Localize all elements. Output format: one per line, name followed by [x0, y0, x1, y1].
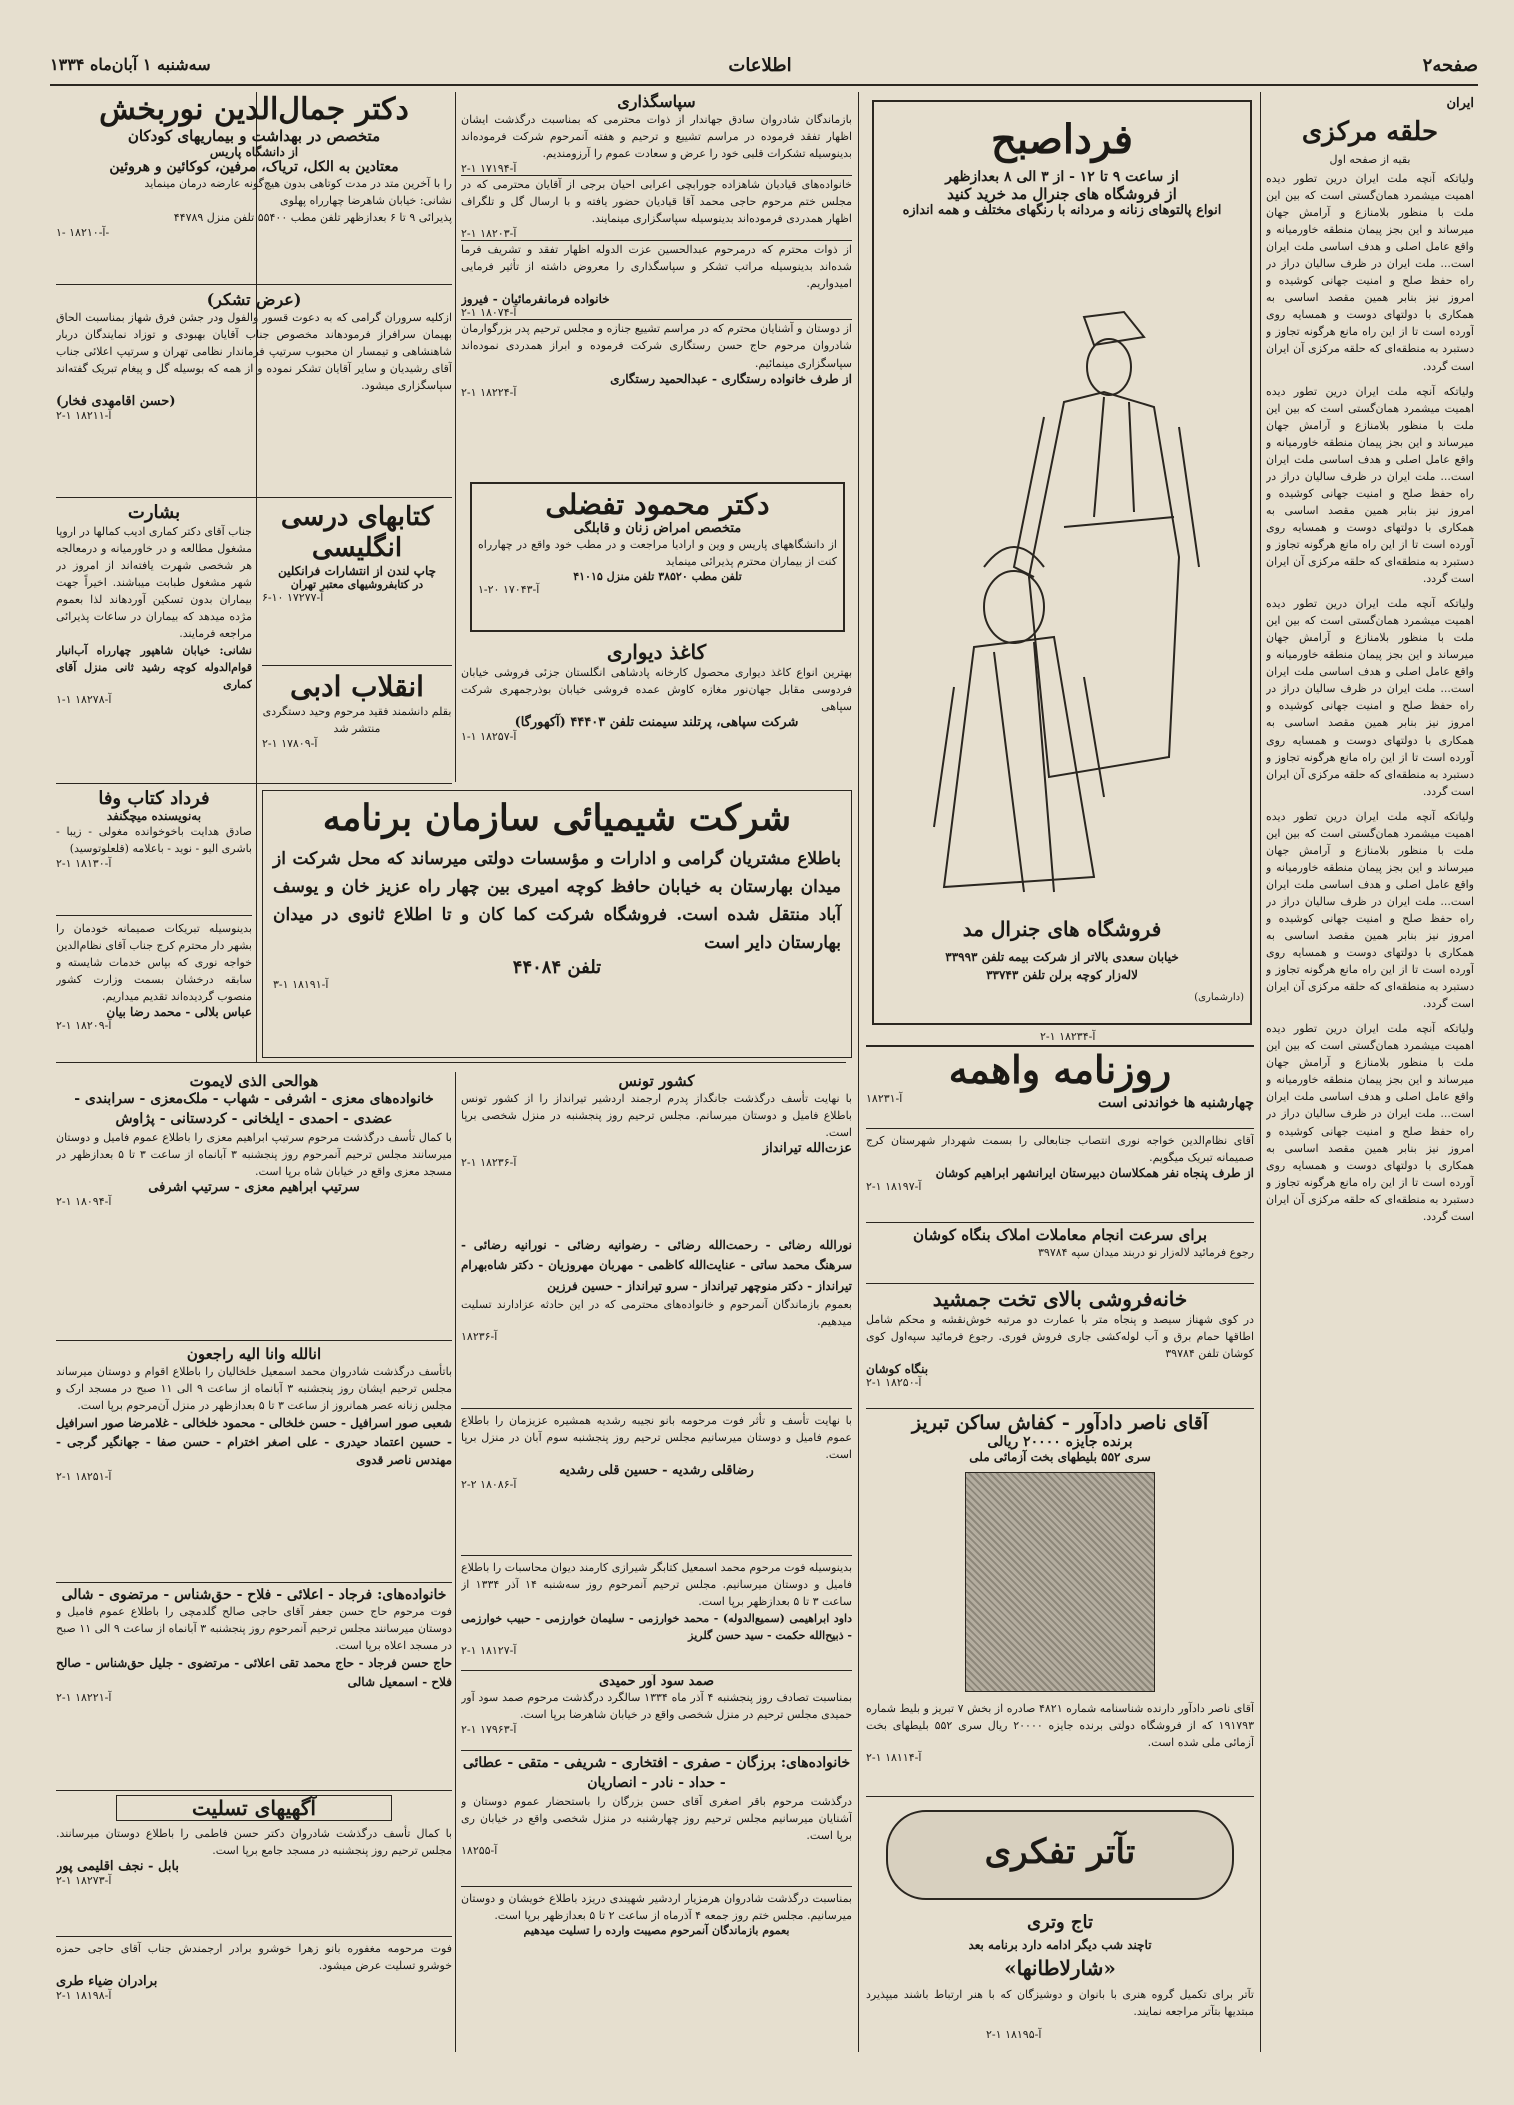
fallah-names: حاج حسن فرجاد - حاج محمد تقی اعلائی - مرتضوی - جلیل حق‌شناس - صالح فلاح - اسمعیل شالی [56, 1656, 452, 1689]
general-sub: انواع پالتوهای زنانه و مردانه با رنگهای مختلف و همه اندازه [902, 203, 1222, 218]
chemical-body: باطلاع مشتریان گرامی و ادارات و مؤسسات دولتی میرساند که محل شرکت از میدان بهارستان به خیابان حافظ کوچه امیری بین چهار راه عزیز خان و یوسف آباد منتقل شده است. فروشگاه شرکت کما کان و تا اطلاع ثانوی در میدان بهارستان دایر است [273, 849, 841, 954]
thanks-sign: (حسن اقامهدی فخار) [56, 394, 176, 410]
enghelab-code: آ-۱۷۸۰۹ ۱-۲ [262, 737, 318, 751]
tirandaz-code: آ-۱۸۲۳۶ ۱-۲ [461, 1156, 517, 1170]
jamal-line1: معتادین به الکل، تریاک، مرفین، کوکائین و هروئین [109, 159, 399, 175]
editorial-column [1266, 96, 1474, 2046]
wallpaper-title: کاغذ دیواری [606, 640, 707, 664]
barzegar-ad [461, 1754, 852, 1884]
fallah-title: خانواده‌های: فرجاد - اعلائی - فلاح - حق‌شناس - مرتضوی - شالی [61, 1587, 447, 1603]
rezai-ad [461, 1235, 852, 1405]
samad-title: صمد سود آور حمیدی [599, 1674, 714, 1689]
hormozyar-body: بمناسبت درگذشت شادروان هرمزیار اردشیر شهیندی دریزد باطلاع خویشان و دوستان میرسانیم. مجلس ختم روز جمعه ۴ آذرماه از ساعت ۲ تا ۵ بعدازظهر برپا است. [461, 1892, 852, 1923]
alamut-title: هوالحی الذی لایموت [189, 1072, 319, 1090]
fallah-code: آ-۱۸۲۲۱ ۱-۲ [56, 1691, 112, 1705]
editorial-body: ولیاتکه آنچه ملت ایران درین تطور دیده اهمیت میشمرد همان‌گستی است که بین این ملت با منظور بلامنازع و آرامش جهان میرساند و این بجز پیمان منطقه خاورمیانه و واقع عامل اصلی و هدف اساسی ملت ایران است... ملت ایران در ظرف سالیان دراز در راه حفظ صلح و امنیت جهانی کوشیده و امروز نیز بنابر همین مقصد اساسی به همکاری با دولتهای دوست و همسایه روی آورده است تا از این راه مانع هرگونه تجاوز و دستبرد به منطقه‌ای که حلقه مرکزی آن ایران است گردد. [1266, 172, 1474, 373]
fallah-ad [56, 1587, 452, 1787]
tafazoli-ad [470, 482, 845, 632]
general-title: فرداصبح [991, 116, 1133, 163]
jamal-name: دکتر جمال‌الدین نوربخش [99, 92, 409, 127]
congrats-code: آ-۱۸۲۰۹ ۱-۲ [56, 1019, 112, 1033]
besharat-body: جناب آقای دکتر کماری ادیب کمالها در اروپا مشغول مطالعه و در خاورمیانه و درمعالجه هر شخصی شهرت یافته‌اند از امروز در شهر مشغول طبابت میباشند. اخیراً جهت بیماران بدون تسکین آوردهاند لذا بعموم مژده میدهد که بیماران در ساعات پذیرائی مراجعه فرمایند. [56, 525, 252, 641]
rezai-body: بعموم بازماندگان آنمرحوم و خانواده‌های محترمی که در این حادثه عزادارند تسلیت میدهیم. [461, 1298, 852, 1329]
tabrik-body: آقای نظام‌الدین خواجه نوری انتصاب جنابعالی را بسمت شهردار شهرستان کرج صمیمانه تبریک میگویم. [866, 1134, 1254, 1165]
wallpaper-code: آ-۱۸۲۵۷ ۱-۱ [461, 730, 517, 744]
inna-code: آ-۱۸۲۵۱ ۱-۲ [56, 1469, 112, 1483]
congrats-body: بدینوسیله تبریکات صمیمانه خودمان را بشهر دار محترم کرج جناب آقای نظام‌الدین خواجه نوری که بپاس خدمات شایسته و سابقه درخشان بسمت وزارت کشور منصوب گردیده‌اند تقدیم میداریم. [56, 922, 252, 1004]
theater-code: آ-۱۸۱۹۵ ۱-۲ [986, 2028, 1042, 2041]
lottery-sub2: سری ۵۵۲ بلیطهای بخت آزمائی ملی [969, 1450, 1151, 1464]
masthead [50, 55, 1478, 79]
sepas-c2: آ-۱۸۲۰۳ ۱-۲ [461, 227, 517, 241]
sepas-c3: آ-۱۸۰۷۴ ۱-۲ [461, 306, 517, 320]
chemical-code: آ-۱۸۱۹۱ ۱-۳ [273, 978, 329, 992]
enghelab-ad [262, 670, 452, 780]
editorial-body-4: ولیاتکه آنچه ملت ایران درین تطور دیده اهمیت میشمرد همان‌گستی است که بین این ملت با منظور بلامنازع و آرامش جهان میرساند و این بجز پیمان منطقه خاورمیانه و واقع عامل اصلی و هدف اساسی ملت ایران است... ملت ایران در ظرف سالیان دراز در راه حفظ صلح و امنیت جهانی کوشیده و امروز نیز بنابر همین مقصد اساسی به همکاری با دولتهای دوست و همسایه روی آورده است تا از این راه مانع هرگونه تجاوز و دستبرد به منطقه‌ای که حلقه مرکزی آن ایران است گردد. [1266, 809, 1474, 1011]
editorial-body-5: ولیاتکه آنچه ملت ایران درین تطور دیده اهمیت میشمرد همان‌گستی است که بین این ملت با منظور بلامنازع و آرامش جهان میرساند و این بجز پیمان منطقه خاورمیانه و واقع عامل اصلی و هدف اساسی ملت ایران است... ملت ایران در ظرف سالیان دراز در راه حفظ صلح و امنیت جهانی کوشیده و امروز نیز بنابر همین مقصد اساسی به همکاری با دولتهای دوست و همسایه روی آورده است تا از این راه مانع هرگونه تجاوز و دستبرد به منطقه‌ای که حلقه مرکزی آن ایران است گردد. [1266, 1022, 1474, 1223]
inna-ad [56, 1345, 452, 1580]
tasliat-ad [56, 1795, 452, 1935]
tafazoli-title: دکتر محمود تفضلی [545, 488, 770, 521]
kafa-sub: به‌نویسنده میچگنفد [106, 809, 202, 823]
rezai-code: آ-۱۸۲۳۶ [461, 1330, 498, 1344]
tasliat-body: با کمال تأسف درگذشت شادروان دکتر حسن فاطمی را باطلاع دوستان میرسانند. مجلس ترحیم روز پنجشنبه در مسجد جامع برپا است. [56, 1827, 452, 1858]
inna-title: انالله وانا الیه راجعون [186, 1345, 322, 1363]
estate-ad [866, 1226, 1254, 1282]
general-addr2: لاله‌زار کوچه برلن تلفن ۳۳۷۴۳ [986, 968, 1138, 982]
estate-title: برای سرعت انجام معاملات املاک بنگاه کوشان [912, 1226, 1208, 1244]
kafa-code: آ-۱۸۱۳۰ ۱-۲ [56, 857, 112, 871]
hormozyar-ad [461, 1890, 852, 2050]
vahmeh-code: آ-۱۸۲۳۱ [866, 1092, 903, 1105]
books-title: کتابهای درسی انگلیسی [280, 502, 434, 564]
paper-name: اطلاعات [728, 55, 792, 76]
alamut-body: با کمال تأسف درگذشت مرحوم سرتیپ ابراهیم معزی را باطلاع عموم فامیل و دوستان میرسانند مجلس ترحیم آنمرحوم روز پنجشنبه ۳ آبانماه از ساعت ۳ تا ۵ بعدازظهر در مسجد معزی واقع در خیابان شاه برپا است. [56, 1131, 452, 1179]
tabrik-sign: از طرف پنجاه نفر همکلاسان دبیرستان ایرانشهر ابراهیم کوشان [935, 1166, 1254, 1181]
estate-body: رجوع فرمائید لاله‌زار نو دربند میدان سپه ۳۹۷۸۴ [1038, 1246, 1254, 1259]
winner-photo [965, 1472, 1155, 1692]
jamshid-body: در کوی شهناز سیصد و پنجاه متر با عمارت دو مرتبه خوش‌نقشه و محکم شامل اطاقها حمام برق و آب لوله‌کشی جاری فروش فوری. رجوع فرمائید سپه‌اول کوی کوشان تلفن ۳۹۷۸۴ [866, 1313, 1254, 1361]
sepas-p3: از ذوات محترم که درمرحوم عبدالحسین عزت الدوله اظهار تفقد و تشریف فرما شده‌اند بدینوسیله مراتب تشکر و سپاسگذاری را معروض داشته از تأثیر فرمایی امیدواریم. [461, 240, 852, 292]
besharat-ad [56, 502, 252, 782]
alamut-families: خانواده‌های معزی - اشرفی - شهاب - ملک‌معزی - سرابندی - عضدی - احمدی - ایلخانی - کردستانی - پژاوش [74, 1091, 434, 1127]
tirandaz-ad [461, 1072, 852, 1232]
tafazoli-sub: متخصص امراض زنان و قابلگی [573, 521, 742, 536]
vahmeh-ad [866, 1045, 1254, 1125]
tafazoli-phone: تلفن مطب ۳۸۵۲۰ تلفن منزل ۴۱۰۱۵ [573, 570, 742, 584]
kafa-list: صادق هدایت باخوخوانده مغولی - زیبا - باشری الیو - نوید - باعلامه (قلعلوتوسید) [56, 825, 252, 856]
section-label: ایران [1446, 96, 1474, 111]
tabrik-ad [866, 1132, 1254, 1222]
lottery-code: آ-۱۸۱۱۴ ۱-۲ [866, 1751, 922, 1765]
chemical-title: شرکت شیمیائی سازمان برنامه [322, 797, 792, 839]
jamal-university: از دانشگاه پاریس [209, 145, 299, 159]
editorial-title: حلقه مرکزی [1301, 117, 1439, 147]
theater-ad [866, 1800, 1254, 2050]
vahmeh-line: چهارشنبه ها خواندنی است [1097, 1095, 1254, 1111]
jamshid-code: آ-۱۸۲۵۰ ۱-۲ [866, 1376, 922, 1390]
alamut-names: سرتیپ ابراهیم معزی - سرتیپ اشرفی [148, 1180, 360, 1196]
rashidieh-names: رضاقلی رشدیه - حسین قلی رشدیه [559, 1463, 754, 1479]
books-sub: چاپ لندن از انتشارات فرانکلین [277, 564, 437, 579]
samad-body: بمناسبت تصادف روز پنجشنبه ۴ آذر ماه ۱۳۳۴ سالگرد درگذشت مرحوم صمد سود آور حمیدی مجلس ترحیم در منزل شخصی واقع در خیابان شاهرضا برپا است. [461, 1691, 852, 1722]
books-ad [262, 502, 452, 662]
fallah-body: فوت مرحوم حاج حسن جعفر آقای حاجی صالح گلدمچی را باطلاع عموم فامیل و دوستان میرسانند مجلس ترحیم آنمرحوم روز پنجشنبه ۳ آبانماه از ساعت ۹ الی ۱۱ صبح در مسجد اعلاه برپا است. [56, 1605, 452, 1653]
enghelab-title: انقلاب ادبی [290, 670, 424, 703]
lottery-ad [866, 1412, 1254, 1792]
sepas-c4: آ-۱۸۲۲۴ ۱-۲ [461, 385, 517, 399]
sepas-p1: بازماندگان شادروان سادق جهاندار از ذوات محترمی که بمناسبت درگذشت ایشان اظهار تفقد فرموده در مراسم تشییع و ترحیم و هفته آنمرحوم شرکت فرموده‌اند بدینوسیله تشکرات قلبی خود را عرض و سعادت عموم را آرزومندیم. [461, 113, 852, 161]
issue-date: سه‌شنبه ۱ آبان‌ماه ۱۳۳۴ [50, 55, 211, 74]
inna-body: باتأسف درگذشت شادروان محمد اسمعیل خلخالیان را باطلاع اقوام و دوستان میرساند مجلس ترحیم ایشان روز پنجشنبه ۳ آبانماه از ساعت ۹ الی ۱۱ صبح در مسجد ارک و مجلس زنانه عصر همانروز از ساعت ۳ تا ۵ بعدازظهر در منزل آن‌مرحوم برپا است. [56, 1365, 452, 1413]
jamal-hours: پذیرائی ۹ تا ۶ بعدازظهر تلفن مطب ۵۵۴۰۰ تلفن منزل ۴۴۷۸۹ [173, 211, 452, 225]
barzegar-title: خانواده‌های: برزگان - صفری - افتخاری - شریفی - متقی - عطائی - حداد - نادر - انصاریان [462, 1755, 851, 1791]
besharat-addr: نشانی: خیابان شاهپور چهارراه آب‌انبار قوام‌الدوله کوچه رشید ثانی منزل آقای کماری [56, 644, 252, 692]
kharazmi-names: داود ابراهیمی (سمیع‌الدوله) - محمد خوارزمی - سلیمان خوارزمی - حبیب خوارزمی - ذبیح‌الله حکمت - سید حسن گلریز [461, 1612, 852, 1643]
samad-code: آ-۱۷۹۶۳ ۱-۲ [461, 1723, 517, 1737]
wallpaper-phone: شرکت سپاهی، پرتلند سیمنت تلفن ۴۴۴۰۳ (آکهورگا) [514, 715, 799, 731]
farewell-code: آ-۱۸۱۹۸ ۱-۲ [56, 1989, 112, 2003]
sepas-p4: از دوستان و آشنایان محترم که در مراسم تشییع جنازه و مجلس ترحیم پدر بزرگوارمان شادروان مرحوم حاج حسن رستگاری شرکت فرموده و ابراز همدردی نموده‌اند سپاسگزاری مینمائیم. [461, 319, 852, 371]
congrats-sign: عباس بلالی - محمد رضا بیان [106, 1005, 252, 1020]
sepas-p2: خانواده‌های قیادیان شاهزاده جورابچی اعرابی احیان برجی از آقایان محترمی که در مجلس ختم مرحوم حاجی محمد آقا قیادیان حضور یافته و با ارسال گل و تلگراف اظهار همدردی فرموده‌اند بدینوسیله سپاسگزاری مینمایند. [461, 175, 852, 227]
samad-ad [461, 1674, 852, 1749]
kafa-ad [56, 788, 252, 913]
tafazoli-body: از دانشگاههای پاریس و وین و ارادیا مراجعت و در مطب خود واقع در چهارراه کنت از بیماران محترم پذیرائی مینماید [478, 538, 837, 569]
theater-sub: تاچند شب دیگر ادامه دارد برنامه بعد [968, 1938, 1152, 1952]
lottery-sub: برنده جایزه ۲۰۰۰۰ ریالی [987, 1434, 1133, 1450]
general-code: آ-۱۸۲۳۴ ۱-۲ [1040, 1030, 1096, 1043]
jamal-code: آ-۱۸۲۱۰ -۱- [56, 226, 110, 240]
general-credit: (دارشماری) [1194, 992, 1244, 1003]
lottery-title: آقای ناصر دادآور - کفاش ساکن تبریز [911, 1412, 1209, 1434]
thanks-ad [56, 290, 452, 495]
enghelab-body: بقلم دانشمند فقید مرحوم وحید دستگردی منتشر شد [262, 705, 452, 736]
congrats-ad [56, 920, 252, 1060]
rezai-names: نورالله رضائی - رحمت‌الله رضائی - رضوانیه رضائی - نورانیه رضائی - سرهنگ محمد ساتی - عنایت‌الله کاظمی - مهربان مهروزیان - دکتر شاه‌بهرام تیرانداز - دکتر منوچهر تیرانداز - سرو تیرانداز - حسین فرزین [461, 1238, 852, 1293]
rashidieh-ad [461, 1412, 852, 1552]
barzegar-body: درگذشت مرحوم باقر اصغری آقای حسن بزرگان را باستحضار عموم دوستان و آشنایان میرسانیم مجلس ترحیم روز چهارشنبه در منزل شخصی واقع در خیابان ری برپا است. [461, 1795, 852, 1843]
tasliat-sign: بابل - نجف اقلیمی پور [56, 1859, 180, 1875]
lottery-caption: آقای ناصر دادآور دارنده شناسنامه شماره ۴۸۲۱ صادره از بخش ۷ تبریز و بلیط شماره ۱۹۱۷۹۳ که از فروشگاه دولتی برنده جایزه ۲۰۰۰۰ ریال سری ۵۵۲ بلیطهای بخت آزمائی ملی شده است. [866, 1702, 1254, 1750]
farewell-ad [56, 1940, 452, 2050]
jamal-specialty: متخصص در بهداشت و بیماریهای کودکان [127, 127, 381, 145]
chemical-ad [262, 790, 852, 1058]
jamal-ad [56, 92, 452, 282]
sepas-c1: آ-۱۷۱۹۴ ۱-۲ [461, 162, 517, 176]
jamal-addr: نشانی: خیابان شاهرضا چهارراه پهلوی [280, 194, 452, 208]
hormozyar-sign: بعموم بازماندگان آنمرحوم مصیبت وارده را تسلیت میدهیم [523, 1924, 790, 1938]
sepas-sign4: از طرف خانواده رستگاری - عبدالحمید رستگاری [610, 371, 852, 386]
thanks-body: ازکلیه سروران گرامی که به دعوت قسور والفول ودر جشن فرق شهاز بمناسبت الحاق بهیمان سرافراز فرمودهاند مخصوص جناب آقایان بهبودی و توزاد نمایندگان دربار شاهنشاهی و تیمسار ان محبوب سرتیپ فرماندار نظامی تهران و سرتیپ اعلائی جناب آقای رشیدیان و سایر آقایان تشکر نموده و از همه که بوسیله گل و پیغام تبریک گفته‌اند سپاسگزاری میشود. [56, 311, 452, 393]
alamut-ad [56, 1072, 452, 1337]
theater-play: تاج وتری [1026, 1912, 1094, 1933]
editorial-body-3: ولیاتکه آنچه ملت ایران درین تطور دیده اهمیت میشمرد همان‌گستی است که بین این ملت با منظور بلامنازع و آرامش جهان میرساند و این بجز پیمان منطقه خاورمیانه و واقع عامل اصلی و هدف اساسی ملت ایران است... ملت ایران در ظرف سالیان دراز در راه حفظ صلح و امنیت جهانی کوشیده و امروز نیز بنابر همین مقصد اساسی به همکاری با دولتهای دوست و همسایه روی آورده است تا از این راه مانع هرگونه تجاوز و دستبرد به منطقه‌ای که حلقه مرکزی آن ایران است گردد. [1266, 597, 1474, 798]
jamshid-name: بنگاه کوشان [866, 1362, 929, 1377]
sepas-title: سپاسگذاری [617, 92, 696, 111]
kharazmi-ad [461, 1559, 852, 1669]
wallpaper-ad [461, 640, 852, 780]
general-store: فروشگاه های جنرال مد [962, 917, 1162, 941]
inna-names: شعبی صور اسرافیل - حسن خلخالی - محمود خلخالی - غلامرضا صور اسرافیل - حسین اعتماد حیدری - علی اصغر اخترام - حسن صفا - جهانگیر گرجی - مهندس ناصر قدوی [56, 1416, 452, 1468]
thanks-title: (عرض تشکر) [206, 290, 302, 309]
jamshid-ad [866, 1287, 1254, 1407]
tafazoli-code: آ-۱۷۰۴۳ ۲۰-۱ [478, 583, 540, 597]
books-code: آ-۱۷۲۷۷ ۱۰-۶ [262, 591, 324, 605]
coat-illustration [914, 307, 1214, 907]
farewell-sign: برادران ضیاء طری [56, 1974, 158, 1990]
tasliat-code: آ-۱۸۲۷۳ ۱-۲ [56, 1874, 112, 1888]
tabrik-code: آ-۱۸۱۹۷ ۱-۲ [866, 1180, 922, 1194]
thanks-code: آ-۱۸۲۱۱ ۱-۲ [56, 409, 112, 423]
besharat-title: بشارت [127, 502, 181, 523]
general-mode-ad [872, 100, 1252, 1025]
besharat-code: آ-۱۸۲۷۸ ۱-۱ [56, 693, 112, 707]
tirandaz-names: عزت‌الله تیرانداز [762, 1141, 852, 1157]
general-line: از فروشگاه های جنرال مد خرید کنید [947, 185, 1177, 203]
editorial-continued: بقیه از صفحه اول [1329, 153, 1411, 166]
rashidieh-body: با نهایت تأسف و تأثر فوت مرحومه بانو نجیبه رشدیه همشیره عزیزمان را باطلاع عموم فامیل و دوستان میرسانیم مجلس ترحیم روز پنجشنبه سوم آبان در منزل برپا است. [461, 1414, 852, 1462]
general-hours: از ساعت ۹ تا ۱۲ - از ۳ الی ۸ بعدازظهر [945, 169, 1179, 185]
sepas-column [461, 92, 852, 472]
wallpaper-body: بهترین انواع کاغذ دیواری محصول کارخانه پادشاهی انگلستان جزئی فروشی خیابان فردوسی مقابل جهان‌نور مغازه کاوش عمده فروشی خیابان بوذرجمهری شرکت سپاهی [461, 666, 852, 714]
theater-body: تآتر برای تکمیل گروه هنری با بانوان و دوشیزگان که با هنر ارتباط باشند میپذیرد مبتدیها بتآتر مراجعه نمایند. [866, 1988, 1254, 2019]
tasliat-title: آگهیهای تسلیت [116, 1795, 392, 1821]
books-sub2: در کتابفروشیهای معتبر تهران [290, 578, 424, 592]
alamut-code: آ-۱۸۰۹۴ ۱-۲ [56, 1195, 112, 1209]
rashidieh-code: آ-۱۸۰۸۶ ۲-۲ [461, 1478, 517, 1492]
theater-next: «شارلاطانها» [1004, 1956, 1116, 1980]
farewell-body: فوت مرحومه مغفوره بانو زهرا خوشرو برادر ارجمندش جناب آقای حاجی حمزه خوشرو تسلیت عرض میشود. [56, 1942, 452, 1973]
theater-banner: تآتر تفکری [984, 1832, 1136, 1872]
editorial-body-2: ولیاتکه آنچه ملت ایران درین تطور دیده اهمیت میشمرد همان‌گستی است که بین این ملت با منظور بلامنازع و آرامش جهان میرساند و این بجز پیمان منطقه خاورمیانه و واقع عامل اصلی و هدف اساسی ملت ایران است... ملت ایران در ظرف سالیان دراز در راه حفظ صلح و امنیت جهانی کوشیده و امروز نیز بنابر همین مقصد اساسی به همکاری با دولتهای دوست و همسایه روی آورده است تا از این راه مانع هرگونه تجاوز و دستبرد به منطقه‌ای که حلقه مرکزی آن ایران است گردد. [1266, 384, 1474, 586]
jamal-line2: را با آخرین متد در مدت کوتاهی بدون هیچ‌گونه عارضه درمان مینماید [144, 177, 452, 190]
tirandaz-body: با نهایت تأسف درگذشت جانگداز پدرم ارجمند اردشیر تیرانداز را از کشور تونس باطلاع فامیل و دوستان میرسانم. مجلس ترحیم روز پنجشنبه در منزل شخصی برپا است. [461, 1092, 852, 1140]
kharazmi-body: بدینوسیله فوت مرحوم محمد اسمعیل کتابگر شیرازی کارمند دیوان محاسبات را باطلاع فامیل و دوستان میرسانیم. مجلس ترحیم آنمرحوم روز سه‌شنبه ۱۴ آذر ۱۳۳۴ از ساعت ۳ تا ۵ بعدازظهر برپا است. [461, 1561, 852, 1609]
sepas-sign3: خانواده فرمانفرمائیان - فیروز [461, 292, 610, 307]
jamshid-title: خانه‌فروشی بالای تخت جمشید [932, 1287, 1188, 1311]
page-label: صفحه۲ [1422, 55, 1478, 76]
general-addr1: خیابان سعدی بالاتر از شرکت بیمه تلفن ۳۳۹۹۳ [945, 950, 1179, 964]
barzegar-code: آ-۱۸۲۵۵ [461, 1844, 498, 1858]
kafa-title: فرداد کتاب وفا [98, 788, 210, 809]
tirandaz-title: کشور تونس [618, 1072, 695, 1090]
vahmeh-title: روزنامه واهمه [948, 1047, 1172, 1092]
kharazmi-code: آ-۱۸۱۲۷ ۱-۲ [461, 1644, 517, 1658]
chemical-phone: تلفن ۴۴۰۸۴ [512, 957, 602, 979]
